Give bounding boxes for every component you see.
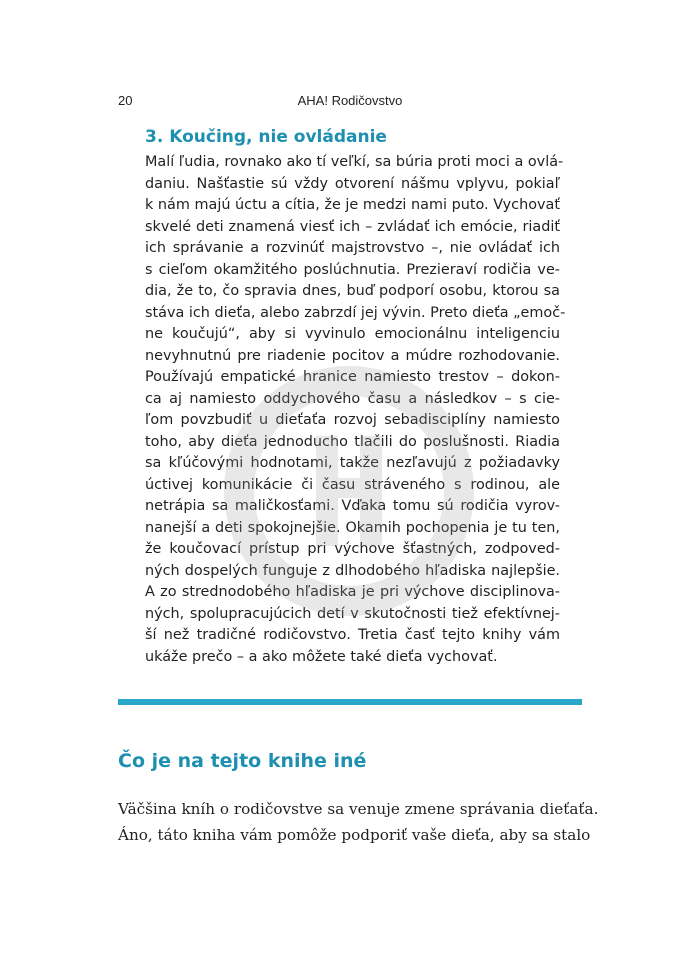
box-line: stáva ich dieťa, alebo zabrzdí jej vývin. Preto dieťa „emoč- — [145, 304, 566, 321]
box-line: ných dospelých funguje z dlhodobého hľadiska najlepšie. — [145, 562, 560, 579]
box-line: nevyhnutnú pre riadenie pocitov a múdre rozhodovanie. — [145, 347, 560, 364]
section-divider — [118, 699, 582, 705]
box-line: k nám majú úctu a cítia, že je medzi nami puto. Vychovať — [145, 197, 560, 213]
box-line: daniu. Našťastie sú vždy otvorení nášmu vplyvu, pokiaľ — [145, 175, 560, 192]
box-line: s cieľom okamžitého poslúchnutia. Prezieraví rodičia ve- — [145, 261, 560, 278]
box-line: A zo strednodobého hľadiska je pri výchove disciplinova- — [145, 584, 560, 600]
box-line: ukáže prečo – a ako môžete také dieťa vychovať. — [145, 648, 498, 665]
box-line: skvelé deti znamená viesť ich – zvládať ich emócie, riadiť — [145, 218, 560, 235]
box-line: ných, spolupracujúcich detí v skutočnosti tiež efektívnej- — [145, 605, 560, 622]
box-line: sa kľúčovými hodnotami, takže nezľavujú z požiadavky — [145, 455, 560, 471]
running-head: AHA! Rodičovstvo — [297, 93, 403, 108]
box-line: toho, aby dieťa jednoducho tlačili do poslušnosti. Riadia — [145, 433, 560, 450]
box-line: ne koučujú“, aby si vyvinulo emocionálnu inteligenciu — [145, 326, 560, 342]
box-line: netrápia sa maličkosťami. Vďaka tomu sú rodičia vyrov- — [145, 498, 560, 514]
box-body — [145, 152, 566, 668]
box-heading: 3. Koučing, nie ovládanie — [145, 127, 387, 147]
box-line: dia, že to, čo spravia dnes, buď podporí osobu, ktorou sa — [145, 283, 560, 299]
box-line: Používajú empatické hranice namiesto trestov – dokon- — [145, 369, 560, 385]
box-line: ca aj namiesto oddychového času a následkov – s cie- — [145, 390, 560, 407]
box-line: úctivej komunikácie či času stráveného s rodinou, ale — [145, 476, 560, 493]
box-line: ich správanie a rozvinúť majstrovstvo –, nie ovládať ich — [145, 240, 560, 256]
box-line: Malí ľudia, rovnako ako tí veľkí, sa búria proti moci a ovlá- — [145, 154, 564, 170]
box-line: ší než tradičné rodičovstvo. Tretia časť tejto knihy vám — [145, 627, 560, 643]
section-body — [118, 796, 599, 848]
box-line: nanejší a deti spokojnejšie. Okamih pochopenia je tu ten, — [145, 519, 560, 536]
section-heading: Čo je na tejto knihe iné — [118, 750, 367, 772]
box-line: ľom povzbudiť u dieťaťa rozvoj sebadisciplíny namiesto — [145, 412, 560, 428]
page-number: 20 — [118, 93, 133, 108]
box-line: že koučovací prístup pri výchove šťastných, zodpoved- — [145, 541, 560, 557]
coaching-box — [145, 126, 566, 668]
section-line: Väčšina kníh o rodičovstve sa venuje zmene správania dieťaťa. — [118, 800, 599, 818]
section-line: Áno, táto kniha vám pomôže podporiť vaše dieťa, aby sa stalo — [118, 826, 591, 844]
page-header — [118, 93, 582, 113]
